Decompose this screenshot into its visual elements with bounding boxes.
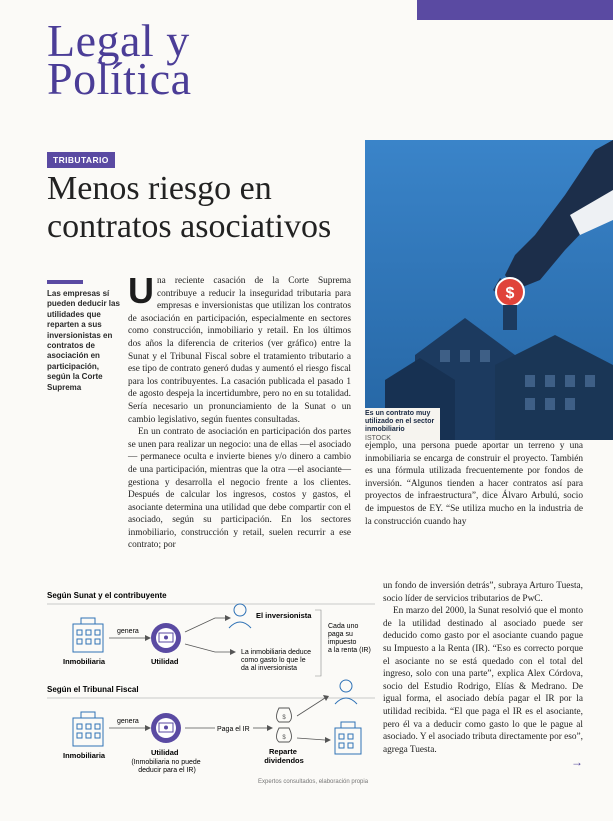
page-header-tab: [417, 0, 613, 20]
paragraph-2-continued: ejemplo, una persona puede aportar un terreno y una inmobiliaria se encarga de construir el proyecto. También es una fórmula utilizada frecuentemente por fondos de inversión. “Algunos tienden a hacer contratos así para proyectos de infraestructura”, dice Álvaro Arbulú, socio de impuestos de EY. “Se utiliza mucho en la industria de la construcción cuando hay: [365, 441, 583, 527]
dividend-label: Reparte dividendos: [264, 747, 304, 765]
continue-indicator: [383, 756, 583, 771]
sunat-coin-label: Utilidad: [151, 657, 179, 666]
person-icon: [335, 680, 357, 704]
continue-arrow-icon: →: [571, 755, 583, 770]
investor-label: El inversionista: [256, 611, 312, 620]
caption-credit: ISTOCK: [365, 435, 391, 442]
coin-icon: [151, 623, 181, 653]
section-title-line2: Política: [47, 53, 192, 104]
investor-note: Cada uno paga su impuesto a la renta (IR): [328, 623, 371, 654]
coin-icon: [151, 713, 181, 743]
caption-text: Es un contrato muy utilizado en el sector inmobiliario: [365, 410, 435, 433]
building-icon: [73, 618, 103, 652]
sunat-title: Según Sunat y el contribuyente: [47, 591, 167, 600]
paragraph-3: En marzo del 2000, la Sunat resolvió que el monto de la utilidad destinado al asociado puede ser deducido como gasto por el asociante cuando pague su Impuesto a la Renta (IR). “Eso es correcto porque el asociante no se está quedado con el total del ingreso, solo con una parte”, explica Alex Córdova, socio del Estudio Rodrigo, Elías & Medrano. De igual forma, el asociado debía pagar el IR por la utilidad recibida. “El que paga el IR es el asociante, pero él va a deducir como gasto lo que le pague al asociado. Y el asociado tributa directamente por eso”, agrega Tuesta.: [383, 606, 583, 755]
paragraph-1: [128, 270, 351, 426]
headline-line1: Menos riesgo en: [47, 170, 272, 207]
body-column-3: [383, 580, 583, 771]
money-bag-icon: [277, 708, 292, 742]
category-tag: TRIBUTARIO: [47, 152, 115, 168]
person-icon: [229, 604, 251, 628]
paragraph-2: En un contrato de asociación en participación dos partes se unen para realizar un negocio: una de ellas —el asociado— permanece oculta e invierte bienes y/o dinero a cambio de una participación, mientras que la otra —el asociante— gestiona y desarrolla el negocio frente a los clientes. Después de calcular los ingresos, costos y gastos, el asociante determina una utilidad que debe compartir con el asociado, según su participación. En los sectores inmobiliario, construcción y retail, suelen recurrir a ese contrato; por: [128, 427, 351, 551]
section-title-line1: Legal y: [47, 15, 190, 66]
section-title: [47, 15, 192, 104]
tribunal-flow-label: genera: [117, 718, 139, 725]
sunat-building-label: Inmobiliaria: [63, 657, 106, 666]
drop-cap: U: [128, 270, 154, 311]
svg-text:$: $: [505, 285, 515, 302]
paragraph-2-end: un fondo de inversión detrás”, subraya Arturo Tuesta, socio líder de servicios tributarios de PwC.: [383, 581, 583, 604]
body-column-1: [128, 270, 351, 552]
tribunal-coin-note: (Inmobiliaria no puede deducir para el IR): [131, 759, 201, 774]
building-icon: [335, 722, 361, 754]
svg-text:$: $: [282, 735, 286, 741]
paragraph-1-text: na reciente casación de la Corte Suprema contribuye a reducir la inseguridad tributaria para empresas e inversionistas que utilizan los contratos de asociación en participación, especialmente en sectores como construcción, inmobiliario y retail. En los últimos dos años la diferencia de criterios (ver gráfico) entre la Sunat y el Tribunal Fiscal sobre el tratamiento tributario a ese tipo de contrato generó dudas y aumentó el riesgo fiscal para los contribuyentes. La casación publicada el pasado 1 de agosto despeja la incertidumbre, pero no en su totalidad. Sería necesario un pronunciamiento de la Sunat o un cambio legislativo, según fuentes consultadas.: [128, 276, 351, 425]
building-icon: [73, 712, 103, 746]
svg-text:$: $: [282, 715, 286, 721]
image-caption: [365, 410, 437, 443]
body-column-2: [365, 440, 583, 528]
infographic: [45, 588, 380, 788]
tribunal-title: Según el Tribunal Fiscal: [47, 685, 139, 694]
headline-line2: contratos asociativos: [47, 208, 332, 245]
deduce-note: La inmobiliaria deduce como gasto lo que le da al inversionista: [241, 649, 312, 672]
article-summary: Las empresas sí pueden deducir las utilidades que reparten a sus inversionistas en contratos de asociación en participación, según la Corte Suprema: [47, 289, 120, 392]
tribunal-building-label: Inmobiliaria: [63, 751, 106, 760]
article-headline: [47, 170, 367, 246]
summary-rule: [47, 280, 83, 284]
hero-illustration: [365, 140, 613, 440]
pay-label: Paga el IR: [217, 726, 250, 733]
tribunal-coin-label: Utilidad: [151, 748, 179, 757]
dollar-coin-icon: [496, 278, 524, 306]
infographic-source: Expertos consultados, elaboración propia: [258, 779, 369, 785]
sunat-flow-label: genera: [117, 628, 139, 635]
